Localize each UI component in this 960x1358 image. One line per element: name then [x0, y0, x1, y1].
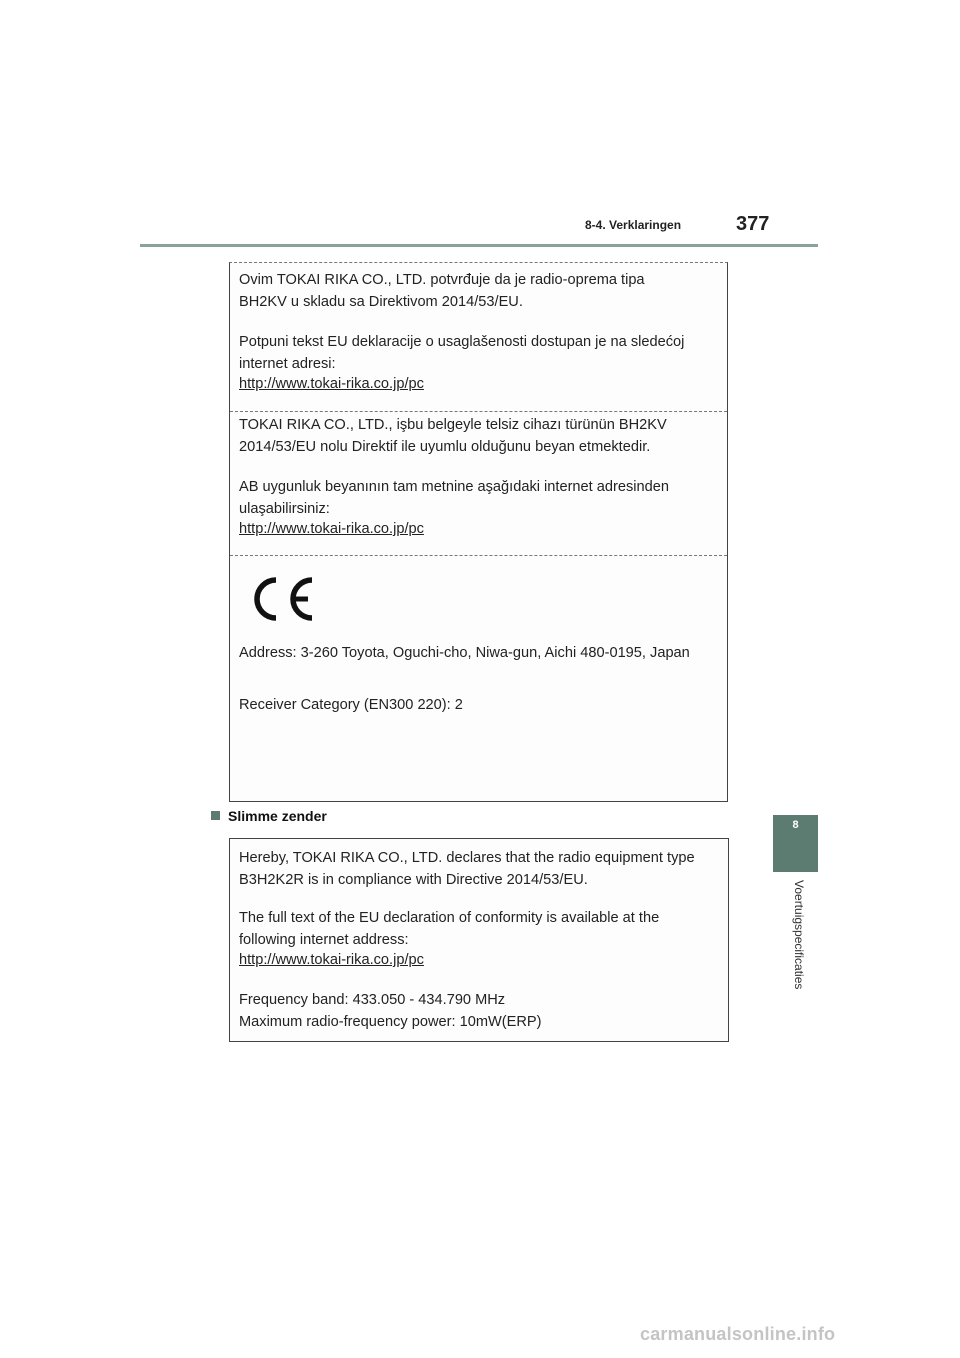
chapter-title-vertical: Voertuigspecificaties	[792, 880, 806, 990]
en-line-2: B3H2K2R is in compliance with Directive 2014/53/EU.	[239, 872, 588, 888]
receiver-category: Receiver Category (EN300 220): 2	[239, 697, 463, 713]
header-section-title: 8-4. Verklaringen	[585, 218, 682, 232]
hr-url-link[interactable]: http://www.tokai-rika.co.jp/pc	[239, 376, 424, 392]
manufacturer-address: Address: 3-260 Toyota, Oguchi-cho, Niwa-gun, Aichi 480-0195, Japan	[239, 645, 690, 661]
tr-line-4: ulaşabilirsiniz:	[239, 501, 330, 517]
tr-url-link[interactable]: http://www.tokai-rika.co.jp/pc	[239, 521, 424, 537]
chapter-tab[interactable]	[773, 815, 818, 872]
page-number: 377	[736, 213, 770, 235]
en-line-4: following internet address:	[239, 932, 409, 948]
header-divider	[140, 244, 818, 247]
hr-line-2: BH2KV u skladu sa Direktivom 2014/53/EU.	[239, 294, 523, 310]
ce-mark-icon	[246, 574, 316, 624]
hr-line-3: Potpuni tekst EU deklaracije o usaglašenosti dostupan je na sledećoj	[239, 334, 685, 350]
en-line-1: Hereby, TOKAI RIKA CO., LTD. declares that the radio equipment type	[239, 850, 695, 866]
declaration-box-bh2kv	[229, 262, 728, 802]
hr-line-4: internet adresi:	[239, 356, 336, 372]
chapter-number: 8	[792, 819, 799, 831]
square-bullet-icon	[211, 811, 220, 820]
tr-line-1: TOKAI RIKA CO., LTD., işbu belgeyle telsiz cihazı türünün BH2KV	[239, 417, 667, 433]
hr-line-1: Ovim TOKAI RIKA CO., LTD. potvrđuje da je radio-oprema tipa	[239, 272, 645, 288]
declaration-box-b3h2k2r	[229, 838, 729, 1042]
ce-section	[230, 555, 727, 802]
section-heading-text: Slimme zender	[228, 808, 327, 824]
watermark: carmanualsonline.info	[640, 1324, 836, 1344]
declaration-turkish	[230, 411, 727, 554]
declaration-croatian	[230, 263, 727, 411]
tr-line-2: 2014/53/EU nolu Direktif ile uyumlu olduğunu beyan etmektedir.	[239, 439, 651, 455]
tr-line-3: AB uygunluk beyanının tam metnine aşağıdaki internet adresinden	[239, 479, 669, 495]
en-line-3: The full text of the EU declaration of conformity is available at the	[239, 910, 660, 926]
en-url-link[interactable]: http://www.tokai-rika.co.jp/pc	[239, 952, 424, 968]
frequency-band: Frequency band: 433.050 - 434.790 MHz	[239, 992, 506, 1008]
section-heading-smart-key	[211, 808, 327, 824]
max-rf-power: Maximum radio-frequency power: 10mW(ERP)	[239, 1014, 542, 1030]
